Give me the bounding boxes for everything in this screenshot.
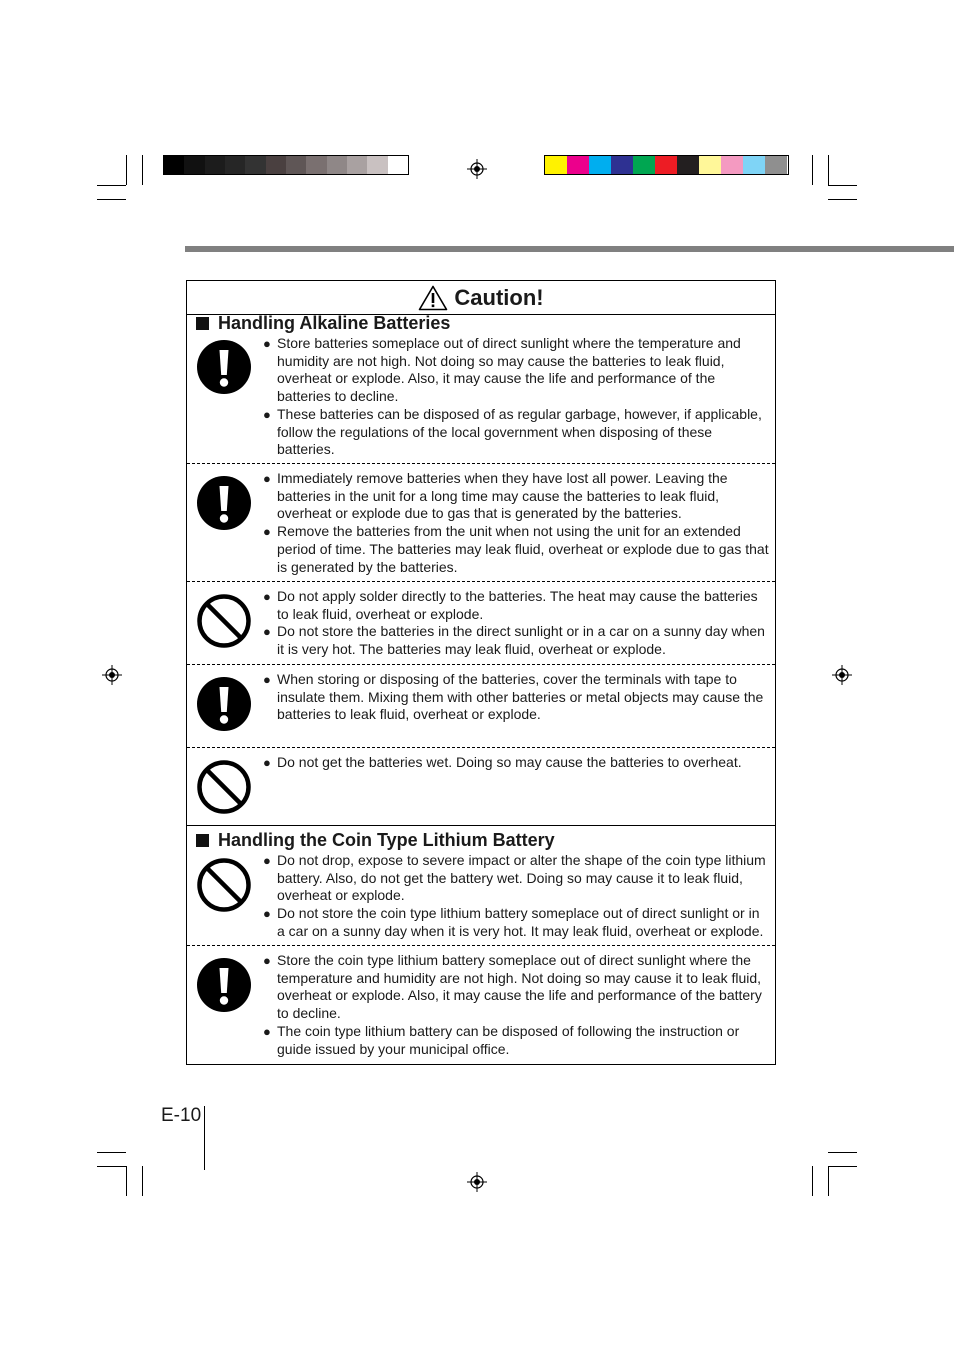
page-number-rule xyxy=(204,1106,205,1170)
caution-item-text: These batteries can be disposed of as regular garbage, however, if applicable, follow the regulations of the local government when disposing of these batteries. xyxy=(277,405,762,458)
crop-mark xyxy=(126,155,127,185)
section-heading-text: Handling Alkaline Batteries xyxy=(218,313,451,333)
crop-mark xyxy=(828,155,829,185)
bullet-icon: ● xyxy=(263,755,271,770)
color-swatch xyxy=(611,156,633,174)
caution-item-list xyxy=(263,470,769,576)
caution-item xyxy=(263,905,769,940)
color-swatch xyxy=(589,156,611,174)
bullet-icon: ● xyxy=(263,672,271,687)
color-swatch xyxy=(286,156,306,174)
bullet-icon: ● xyxy=(263,589,271,604)
crop-mark xyxy=(97,1152,126,1153)
caution-item xyxy=(263,335,769,406)
caution-item-text: Do not drop, expose to severe impact or alter the shape of the coin type lithium battery. Also, do not get the battery wet. Doing so may cause it to leak fluid, overheat or explode. xyxy=(277,852,766,904)
caution-item-text: Store batteries someplace out of direct sunlight where the temperature and humidity are not high. Not doing so may cause the batteries to leak fluid, overheat or explode. Also, it may cause the life and performance of the batteries to decline. xyxy=(277,335,741,405)
exclamation-icon xyxy=(196,475,252,531)
color-swatch xyxy=(225,156,245,174)
header-rule xyxy=(185,246,954,252)
crop-mark xyxy=(97,185,126,186)
caution-item xyxy=(263,623,769,658)
bullet-icon: ● xyxy=(263,624,271,640)
caution-item-text: Store the coin type lithium battery someplace out of direct sunlight where the temperature and humidity are not high. Not doing so may cause it to leak fluid, overheat or explode. Also, it may cause the life and performance of the battery to decline. xyxy=(277,952,762,1022)
color-swatch xyxy=(347,156,367,174)
color-swatch xyxy=(677,156,699,174)
crop-mark xyxy=(142,1166,143,1196)
caution-item-list xyxy=(263,852,769,941)
color-swatch xyxy=(388,156,408,174)
caution-item xyxy=(263,470,769,523)
bullet-icon: ● xyxy=(263,524,271,540)
crop-mark xyxy=(142,155,143,185)
section-heading xyxy=(196,313,450,334)
prohibition-icon xyxy=(196,857,252,913)
color-swatch xyxy=(721,156,743,174)
color-swatch xyxy=(245,156,265,174)
bullet-icon: ● xyxy=(263,906,271,922)
crop-mark xyxy=(828,1166,829,1196)
caution-item xyxy=(263,852,769,905)
caution-title: Caution! xyxy=(454,284,544,310)
dashed-divider xyxy=(187,463,775,464)
caution-item-text: When storing or disposing of the batteries, cover the terminals with tape to insulate them. Mixing them with other batteries or metal objects may cause the batteries to leak fluid, overheat or explode. xyxy=(277,671,764,723)
crop-mark xyxy=(97,199,126,200)
caution-item xyxy=(263,952,769,1023)
caution-item-text: Do not store the batteries in the direct sunlight or in a car on a sunny day when it is very hot. The batteries may leak fluid, overheat or explode. xyxy=(277,623,765,658)
crop-mark xyxy=(812,1166,813,1196)
crop-mark xyxy=(828,185,857,186)
registration-mark-icon xyxy=(467,159,487,179)
exclamation-icon xyxy=(196,957,252,1013)
caution-item-list xyxy=(263,754,769,772)
dashed-divider xyxy=(187,581,775,582)
crop-mark xyxy=(828,1152,857,1153)
color-swatch xyxy=(367,156,387,174)
exclamation-icon xyxy=(196,339,252,395)
caution-item xyxy=(263,588,769,623)
color-swatch xyxy=(266,156,286,174)
section-heading-text: Handling the Coin Type Lithium Battery xyxy=(218,830,555,850)
caution-item-list xyxy=(263,952,769,1058)
color-swatch xyxy=(699,156,721,174)
caution-item-list xyxy=(263,671,769,724)
color-swatch xyxy=(306,156,326,174)
color-swatch xyxy=(164,156,184,174)
bullet-icon: ● xyxy=(263,953,271,968)
bullet-icon: ● xyxy=(263,853,271,868)
caution-item-text: Do not get the batteries wet. Doing so may cause the batteries to overheat. xyxy=(277,754,742,770)
caution-item-text: The coin type lithium battery can be disposed of following the instruction or guide issued by your municipal office. xyxy=(277,1022,740,1057)
bullet-icon: ● xyxy=(263,1023,271,1039)
color-swatch xyxy=(545,156,567,174)
caution-item-list xyxy=(263,335,769,459)
caution-box xyxy=(186,280,776,1065)
caution-item xyxy=(263,754,769,772)
crop-mark xyxy=(828,199,857,200)
caution-item xyxy=(263,1023,769,1058)
caution-item-list xyxy=(263,588,769,659)
color-swatch xyxy=(205,156,225,174)
crop-mark xyxy=(126,1166,127,1196)
color-swatch xyxy=(655,156,677,174)
section-heading xyxy=(196,830,555,851)
registration-mark-icon xyxy=(832,665,852,685)
square-bullet-icon xyxy=(196,834,209,847)
registration-mark-icon xyxy=(102,665,122,685)
registration-mark-icon xyxy=(467,1172,487,1192)
bullet-icon: ● xyxy=(263,336,271,351)
caution-item-text: Immediately remove batteries when they have lost all power. Leaving the batteries in the unit for a long time may cause the batteries to leak fluid, overheat or explode due to gas that is generated by the batteries. xyxy=(277,470,728,522)
crop-mark xyxy=(828,1166,857,1167)
dashed-divider xyxy=(187,747,775,748)
caution-item xyxy=(263,671,769,724)
caution-item xyxy=(263,523,769,576)
warning-triangle-icon xyxy=(418,285,448,311)
color-swatch xyxy=(567,156,589,174)
square-bullet-icon xyxy=(196,317,209,330)
caution-item xyxy=(263,406,769,459)
caution-item-text: Do not store the coin type lithium battery someplace out of direct sunlight or in a car on a sunny day when it is very hot. It may leak fluid, overheat or explode. xyxy=(277,905,764,939)
caution-header xyxy=(187,281,775,315)
bullet-icon: ● xyxy=(263,406,271,422)
process-color-bar xyxy=(544,155,789,175)
exclamation-icon xyxy=(196,676,252,732)
color-swatch xyxy=(743,156,765,174)
color-swatch xyxy=(327,156,347,174)
color-swatch xyxy=(184,156,204,174)
section-divider xyxy=(187,825,775,826)
color-swatch xyxy=(765,156,787,174)
color-swatch xyxy=(633,156,655,174)
caution-item-text: Do not apply solder directly to the batteries. The heat may cause the batteries to leak fluid, overheat or explode. xyxy=(277,588,758,622)
crop-mark xyxy=(97,1166,126,1167)
dashed-divider xyxy=(187,945,775,946)
dashed-divider xyxy=(187,664,775,665)
prohibition-icon xyxy=(196,593,252,649)
prohibition-icon xyxy=(196,759,252,815)
crop-mark xyxy=(812,155,813,185)
caution-item-text: Remove the batteries from the unit when not using the unit for an extended period of time. The batteries may leak fluid, overheat or explode due to gas that is generated by the batteries. xyxy=(277,523,769,575)
page-number: E-10 xyxy=(161,1105,202,1126)
grayscale-color-bar xyxy=(163,155,409,175)
bullet-icon: ● xyxy=(263,471,271,486)
